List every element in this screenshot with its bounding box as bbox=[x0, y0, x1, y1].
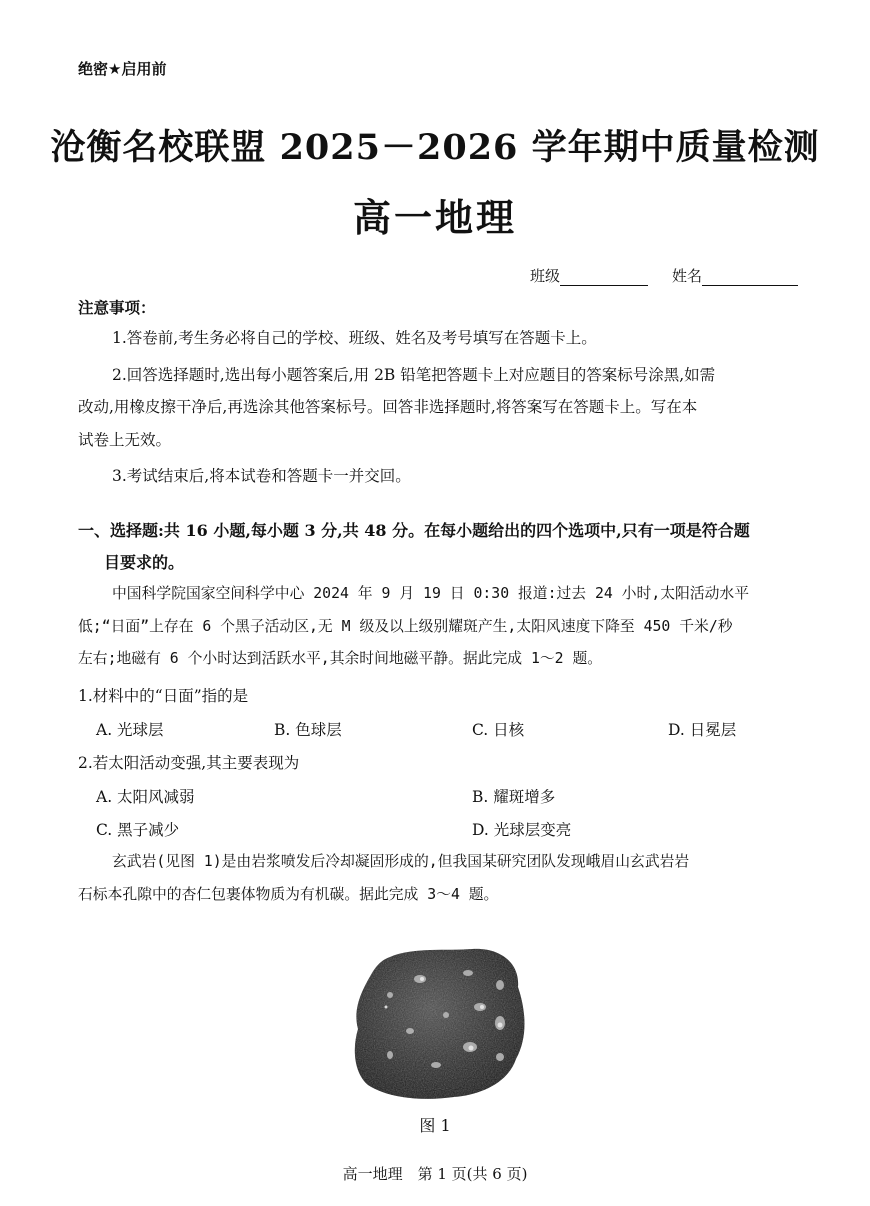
notice-list bbox=[78, 322, 818, 493]
passage-2-line-1: 玄武岩(见图 1)是由岩浆喷发后冷却凝固形成的,但我国某研究团队发现峨眉山玄武岩岩 bbox=[112, 853, 690, 870]
exam-title: 沧衡名校联盟 2025－2026 学年期中质量检测 bbox=[50, 127, 820, 168]
confidential-label: 绝密★启用前 bbox=[78, 60, 167, 78]
passage-2 bbox=[78, 846, 818, 911]
basalt-rock-image bbox=[350, 945, 530, 1103]
class-blank bbox=[560, 269, 648, 286]
section-heading-line-2: 目要求的。 bbox=[104, 553, 185, 572]
question-2-option-b: B. 耀斑增多 bbox=[472, 788, 556, 806]
question-1-option-c: C. 日核 bbox=[472, 721, 525, 739]
question-2-option-c: C. 黑子减少 bbox=[96, 821, 180, 839]
question-2-option-a: A. 太阳风减弱 bbox=[96, 788, 195, 806]
question-1-option-a: A. 光球层 bbox=[96, 721, 164, 739]
notice-item-2-line-3: 试卷上无效。 bbox=[78, 430, 172, 449]
question-2-option-d: D. 光球层变亮 bbox=[472, 821, 572, 839]
passage-2-line-2: 石标本孔隙中的杏仁包裹体物质为有机碳。据此完成 3～4 题。 bbox=[78, 885, 499, 903]
name-blank bbox=[702, 269, 798, 286]
notice-item-2-line-2: 改动,用橡皮擦干净后,再选涂其他答案标号。回答非选择题时,将答案写在答题卡上。写在本 bbox=[78, 398, 698, 416]
exam-subject: 高一地理 bbox=[352, 196, 517, 240]
question-1-option-b: B. 色球层 bbox=[274, 721, 342, 739]
page-footer: 高一地理 第 1 页(共 6 页) bbox=[342, 1165, 528, 1183]
question-2-stem: 2.若太阳活动变强,其主要表现为 bbox=[78, 754, 300, 772]
name-label: 姓名 bbox=[672, 267, 703, 285]
class-field bbox=[530, 265, 648, 286]
notice-item-1: 1.答卷前,考生务必将自己的学校、班级、姓名及考号填写在答题卡上。 bbox=[112, 329, 597, 347]
passage-1-line-1: 中国科学院国家空间科学中心 2024 年 9 月 19 日 0:30 报道:过去 24 小时,太阳活动水平 bbox=[112, 585, 750, 602]
passage-1-line-3: 左右;地磁有 6 个小时达到活跃水平,其余时间地磁平静。据此完成 1～2 题。 bbox=[78, 650, 603, 667]
name-field bbox=[672, 265, 798, 286]
class-label: 班级 bbox=[530, 267, 561, 285]
notice-title: 注意事项： bbox=[78, 299, 156, 317]
notice-item-3: 3.考试结束后,将本试卷和答题卡一并交回。 bbox=[112, 467, 411, 485]
section-heading bbox=[78, 515, 818, 579]
basalt-rock-photo bbox=[350, 945, 530, 1107]
passage-1 bbox=[78, 578, 818, 676]
section-heading-line-1: 一、选择题:共 16 小题,每小题 3 分,共 48 分。在每小题给出的四个选项中,只有一项是符合题 bbox=[78, 521, 750, 540]
question-1-option-d: D. 日冕层 bbox=[668, 721, 737, 739]
figure-caption: 图 1 bbox=[419, 1116, 451, 1135]
passage-1-line-2: 低;“日面”上存在 6 个黑子活动区,无 M 级及以上级别耀斑产生,太阳风速度下降至 450 千米/秒 bbox=[78, 617, 733, 635]
notice-item-2-line-1: 2.回答选择题时,选出每小题答案后,用 2B 铅笔把答题卡上对应题目的答案标号涂黑,如需 bbox=[112, 365, 716, 384]
question-1-stem: 1.材料中的“日面”指的是 bbox=[78, 687, 249, 705]
